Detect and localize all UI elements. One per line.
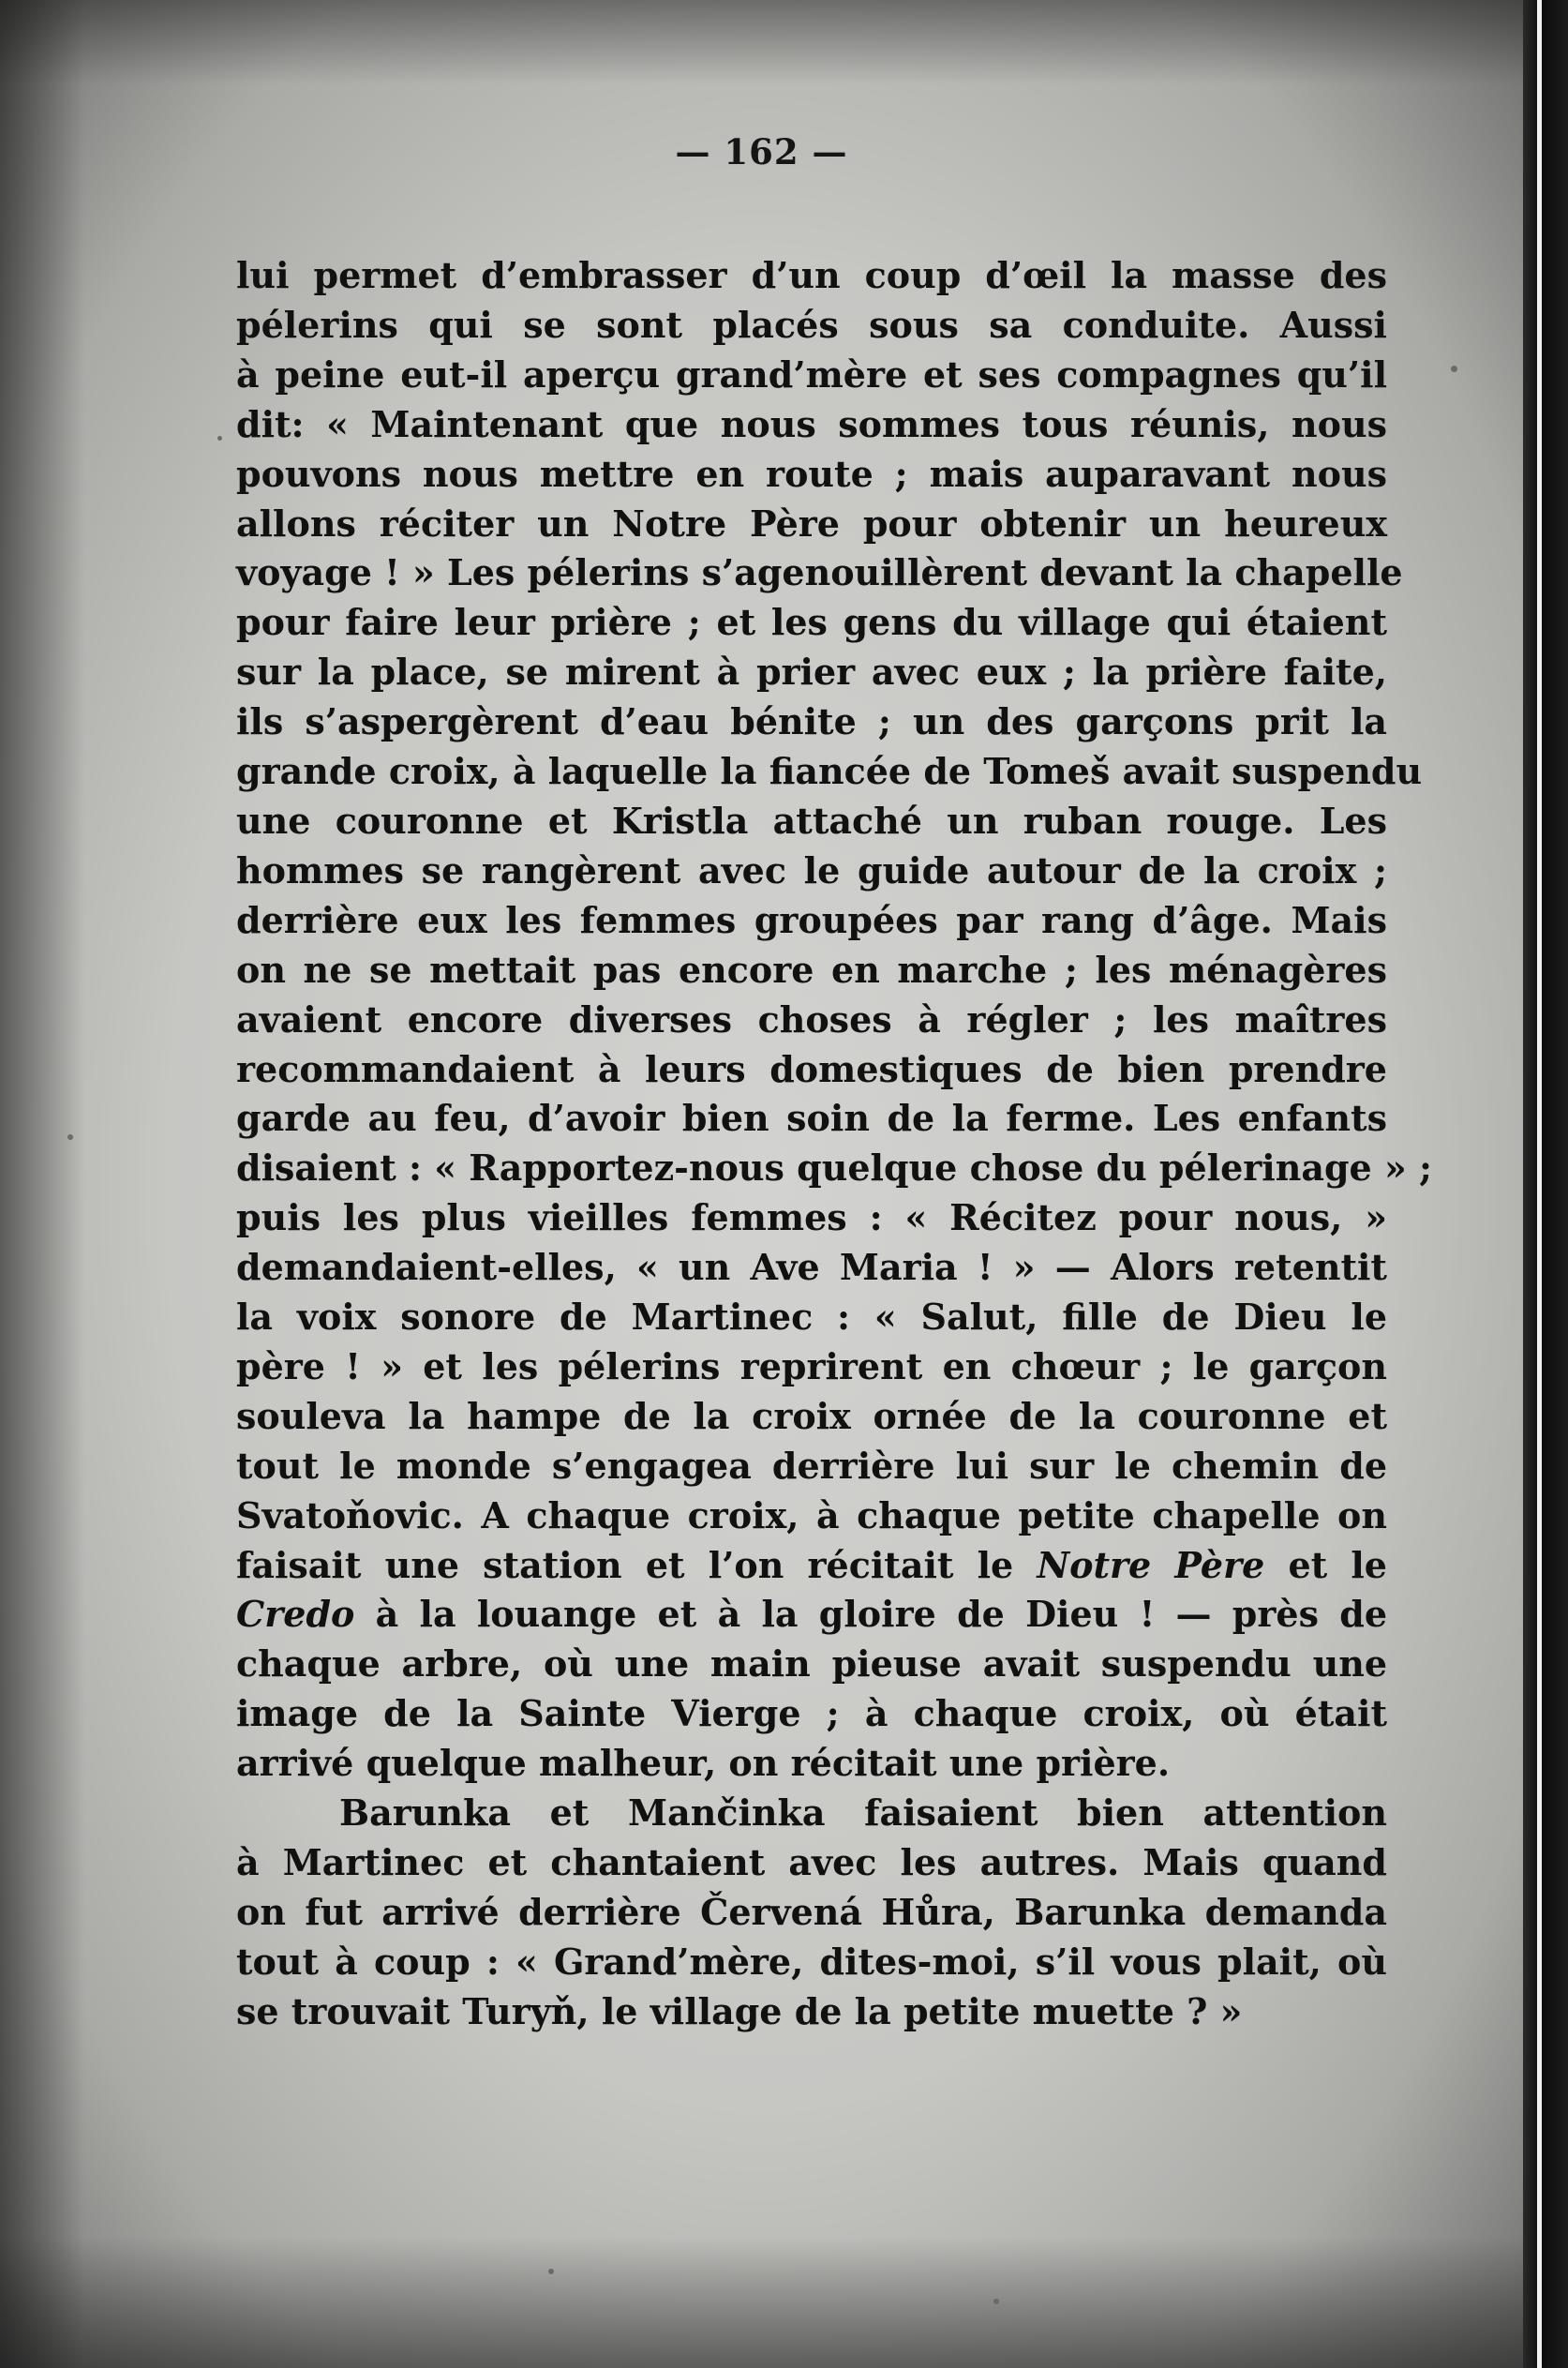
text-line: derrière eux les femmes groupées par rang d’âge. Mais	[236, 898, 1387, 941]
book-spine	[1523, 0, 1568, 2368]
text-line: Svatoňovic. A chaque croix, à chaque petite chapelle on	[236, 1493, 1387, 1536]
text-line: demandaient-elles, « un Ave Maria ! » — Alors retentit	[236, 1246, 1387, 1289]
text-line: dit: « Maintenant que nous sommes tous réunis, nous	[236, 402, 1387, 445]
text-line: tout à coup : « Grand’mère, dites-moi, s’il vous plait, où	[236, 1940, 1387, 1983]
text-line: à peine eut-il aperçu grand’mère et ses compagnes qu’il	[236, 352, 1387, 396]
italic-title: Credo	[236, 1593, 355, 1636]
paper-speck	[67, 1134, 73, 1140]
body-text	[236, 251, 1432, 2037]
page-number-header: — 162 —	[675, 131, 848, 172]
text-line: ils s’aspergèrent d’eau bénite ; un des garçons prit la	[236, 700, 1387, 743]
text-line: puis les plus vieilles femmes : « Récitez pour nous, »	[236, 1196, 1387, 1239]
text-line: disaient : « Rapportez-nous quelque chose du pélerinage » ;	[236, 1147, 1432, 1190]
paragraph-end-line: arrivé quelque malheur, on récitait une prière.	[236, 1742, 1171, 1785]
page-shadow-left	[0, 0, 84, 2368]
text-line: allons réciter un Notre Père pour obtenir un heureux	[236, 502, 1387, 545]
text-line: recommandaient à leurs domestiques de bien prendre	[236, 1047, 1387, 1090]
text-segment: faisait une station et l’on récitait le	[236, 1543, 1038, 1586]
text-line: à Martinec et chantaient avec les autres. Mais quand	[236, 1841, 1387, 1883]
text-line: on fut arrivé derrière Červená Hůra, Barunka demanda	[236, 1890, 1387, 1933]
text-line: souleva la hampe de la croix ornée de la couronne et	[236, 1394, 1387, 1437]
text-segment: et le	[1264, 1543, 1387, 1586]
text-line: sur la place, se mirent à prier avec eux ; la prière faite,	[236, 651, 1387, 694]
text-line: pouvons nous mettre en route ; mais auparavant nous	[236, 452, 1387, 495]
text-line-with-italic	[236, 1590, 1387, 1640]
paragraph-end-line: se trouvait Turyň, le village de la petite muette ? »	[236, 1989, 1243, 2032]
page-shadow-bottom	[0, 2237, 1523, 2368]
text-line-with-italic	[236, 1541, 1387, 1591]
text-segment: à la louange et à la gloire de Dieu ! — près de	[354, 1593, 1387, 1636]
text-line: voyage ! » Les pélerins s’agenouillèrent devant la chapelle	[236, 551, 1403, 594]
text-line: pour faire leur prière ; et les gens du village qui étaient	[236, 601, 1387, 644]
paper-speck	[1451, 366, 1457, 372]
text-line: une couronne et Kristla attaché un ruban rouge. Les	[236, 799, 1387, 842]
text-line: image de la Sainte Vierge ; à chaque croix, où était	[236, 1692, 1387, 1735]
text-line: pélerins qui se sont placés sous sa conduite. Aussi	[236, 303, 1387, 346]
text-line: avaient encore diverses choses à régler ; les maîtres	[236, 997, 1387, 1041]
text-line: père ! » et les pélerins reprirent en chœur ; le garçon	[236, 1344, 1387, 1387]
text-line: lui permet d’embrasser d’un coup d’œil la masse des	[236, 254, 1387, 296]
paper-speck	[217, 436, 222, 441]
text-line: la voix sonore de Martinec : « Salut, fille de Dieu le	[236, 1296, 1387, 1339]
text-line: chaque arbre, où une main pieuse avait suspendu une	[236, 1642, 1387, 1686]
text-line: grande croix, à laquelle la fiancée de Tomeš avait suspendu	[236, 750, 1423, 793]
italic-title: Notre Père	[1037, 1543, 1265, 1586]
paragraph-start-line: Barunka et Mančinka faisaient bien attention	[339, 1791, 1387, 1835]
text-line: garde au feu, d’avoir bien soin de la ferme. Les enfants	[236, 1097, 1387, 1140]
text-line: tout le monde s’engagea derrière lui sur le chemin de	[236, 1444, 1387, 1487]
paper-speck	[548, 2269, 554, 2274]
text-line: on ne se mettait pas encore en marche ; les ménagères	[236, 948, 1387, 991]
paper-speck	[993, 2299, 999, 2304]
spine-edge-line	[1537, 0, 1542, 2368]
page-shadow-top	[0, 0, 1523, 84]
text-line: hommes se rangèrent avec le guide autour de la croix ;	[236, 848, 1387, 892]
